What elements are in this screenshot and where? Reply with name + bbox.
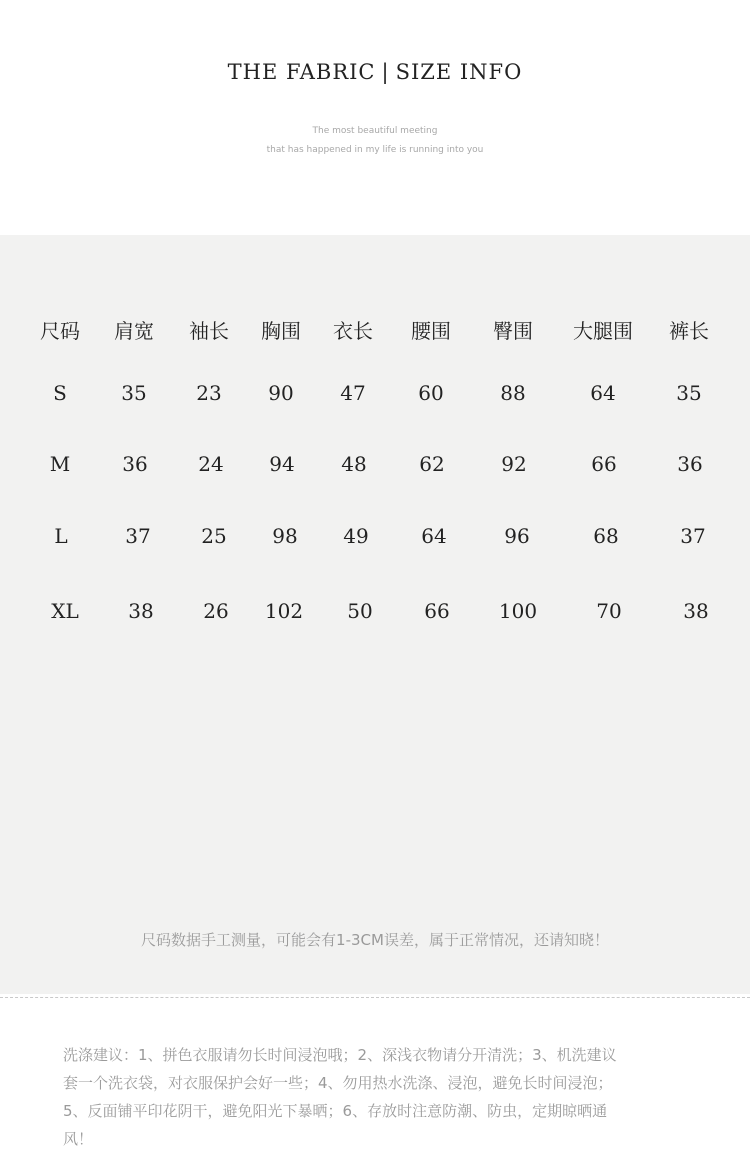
size-value: 96 xyxy=(504,524,530,548)
size-label: M xyxy=(49,452,71,476)
size-value: 36 xyxy=(677,452,703,476)
column-header: 腰围 xyxy=(411,319,451,343)
size-value: 92 xyxy=(501,452,527,476)
size-value: 88 xyxy=(500,381,526,405)
column-header: 袖长 xyxy=(189,319,229,343)
size-value: 25 xyxy=(201,524,227,548)
title-fabric: THE FABRIC xyxy=(227,60,376,84)
size-value: 68 xyxy=(593,524,619,548)
column-header: 大腿围 xyxy=(573,319,633,343)
care-instructions xyxy=(63,1041,691,1153)
column-header: 臀围 xyxy=(493,319,533,343)
size-label: S xyxy=(53,381,67,405)
size-value: 26 xyxy=(203,599,229,623)
size-panel xyxy=(0,235,750,1148)
title-separator: | xyxy=(381,60,390,84)
page-title xyxy=(0,60,750,84)
size-value: 90 xyxy=(268,381,294,405)
subtitle-line-2: that has happened in my life is running into you xyxy=(266,145,484,155)
column-header: 裤长 xyxy=(669,319,709,343)
care-line: 套一个洗衣袋，对衣服保护会好一些；4、勿用热水洗涤、浸泡，避免长时间浸泡； xyxy=(63,1074,613,1092)
size-value: 37 xyxy=(125,524,151,548)
measurement-note: 尺码数据手工测量，可能会有1-3CM误差，属于正常情况，还请知晓！ xyxy=(141,931,609,949)
size-value: 100 xyxy=(498,599,538,623)
subtitle-line-1: The most beautiful meeting xyxy=(312,126,438,136)
column-header: 衣长 xyxy=(333,319,373,343)
size-value: 64 xyxy=(421,524,447,548)
header-section xyxy=(0,0,750,235)
size-label: L xyxy=(54,524,68,548)
size-value: 38 xyxy=(683,599,709,623)
size-value: 102 xyxy=(264,599,304,623)
size-value: 66 xyxy=(424,599,450,623)
size-value: 49 xyxy=(343,524,369,548)
size-label: XL xyxy=(51,599,79,623)
size-value: 50 xyxy=(347,599,373,623)
column-header: 胸围 xyxy=(261,319,301,343)
size-value: 70 xyxy=(596,599,622,623)
dashed-divider xyxy=(0,997,750,998)
size-value: 23 xyxy=(196,381,222,405)
size-value: 98 xyxy=(272,524,298,548)
size-value: 94 xyxy=(269,452,295,476)
column-header: 肩宽 xyxy=(114,319,154,343)
size-value: 37 xyxy=(680,524,706,548)
size-value: 66 xyxy=(591,452,617,476)
column-header: 尺码 xyxy=(40,319,80,343)
size-value: 64 xyxy=(590,381,616,405)
title-size-info: SIZE INFO xyxy=(395,60,523,84)
size-value: 35 xyxy=(121,381,147,405)
care-line: 风！ xyxy=(63,1130,94,1148)
size-value: 47 xyxy=(340,381,366,405)
care-line: 5、反面铺平印花阴干，避免阳光下暴晒；6、存放时注意防潮、防虫，定期晾晒通 xyxy=(63,1102,608,1120)
size-value: 60 xyxy=(418,381,444,405)
size-value: 35 xyxy=(676,381,702,405)
size-value: 36 xyxy=(122,452,148,476)
size-value: 62 xyxy=(419,452,445,476)
size-value: 48 xyxy=(341,452,367,476)
size-value: 38 xyxy=(128,599,154,623)
size-value: 24 xyxy=(198,452,224,476)
care-line: 洗涤建议：1、拼色衣服请勿长时间浸泡哦；2、深浅衣物请分开清洗；3、机洗建议 xyxy=(63,1046,617,1064)
